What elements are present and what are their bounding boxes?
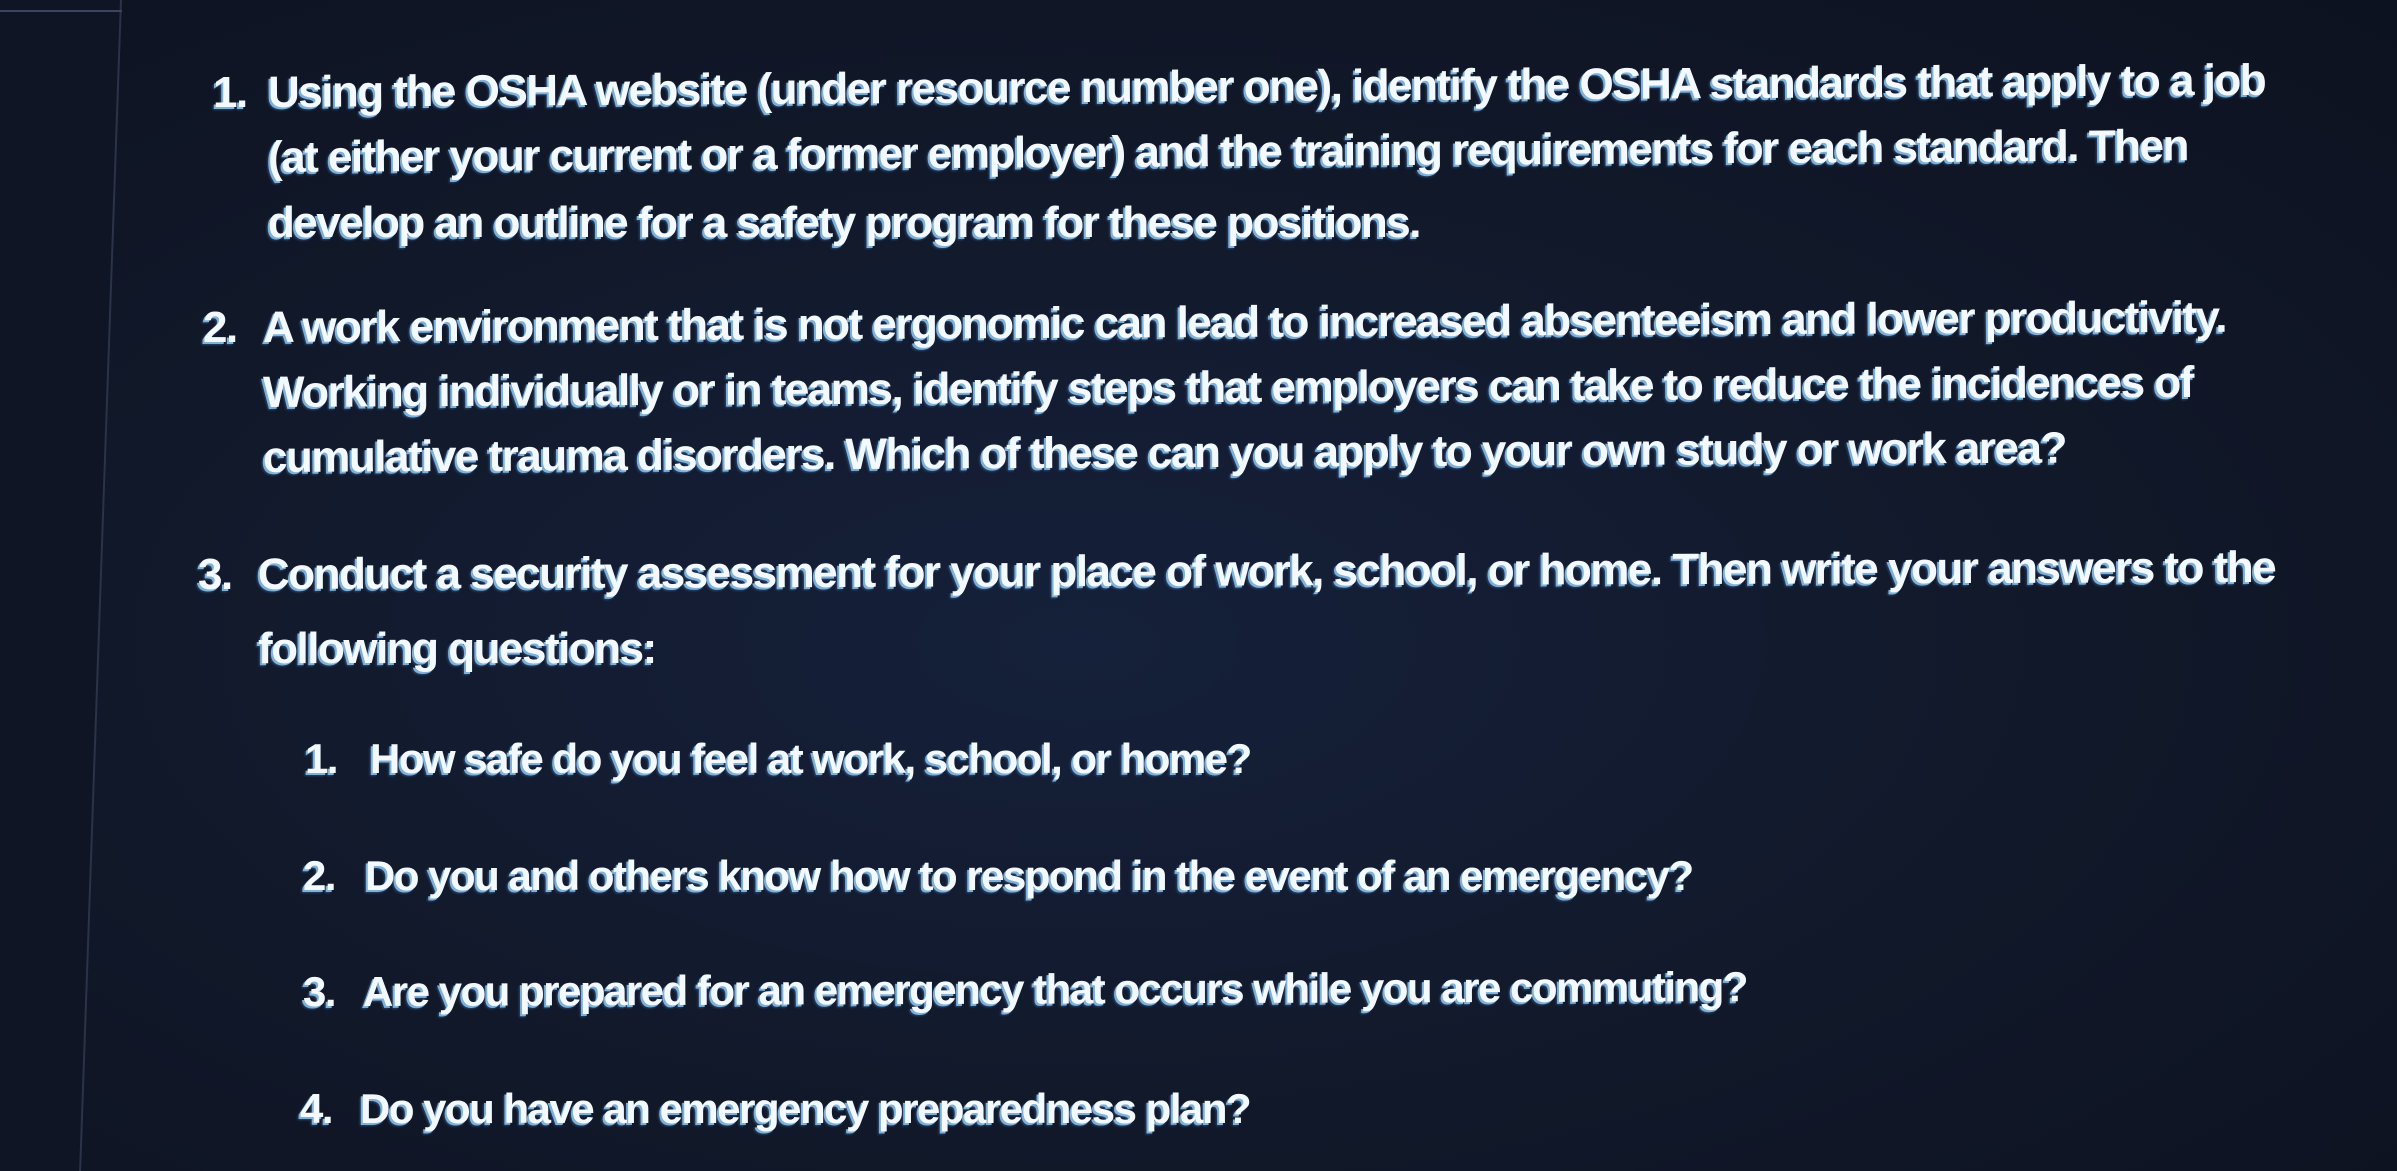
sub-item-text: Are you prepared for an emergency that occurs while you are commuting? (362, 963, 1748, 1015)
item-text-line: A work environment that is not ergonomic can lead to increased absenteeism and lower productivity. (262, 292, 2227, 352)
item-text-line: Working individually or in teams, identify steps that employers can take to reduce the incidences of (262, 357, 2194, 417)
item-text-line: (at either your current or a former employer) and the training requirements for each standard. Then (267, 121, 2189, 182)
sub-item-number: 4. (300, 1085, 333, 1132)
sub-item-text: Do you and others know how to respond in the event of an emergency? (365, 852, 1693, 899)
item-text-line: cumulative trauma disorders. Which of these can you apply to your own study or work area? (262, 423, 2067, 482)
sub-item-number: 1. (305, 735, 338, 782)
item-number: 1. (213, 68, 247, 117)
item-text-line: Conduct a security assessment for your place of work, school, or home. Then write your answers to the (257, 542, 2276, 599)
item-number: 3. (198, 550, 232, 599)
sub-item-text: How safe do you feel at work, school, or home? (370, 735, 1251, 782)
item-text-line: Using the OSHA website (under resource number one), identify the OSHA standards that apply to a job (267, 55, 2266, 117)
sub-item-number: 2. (303, 852, 336, 899)
item-number: 2. (203, 303, 237, 352)
sub-item-text: Do you have an emergency preparedness plan? (360, 1085, 1251, 1132)
sub-item-number: 3. (303, 968, 336, 1015)
item-text-line: develop an outline for a safety program for these positions. (268, 198, 1420, 247)
item-text-line: following questions: (258, 624, 656, 673)
